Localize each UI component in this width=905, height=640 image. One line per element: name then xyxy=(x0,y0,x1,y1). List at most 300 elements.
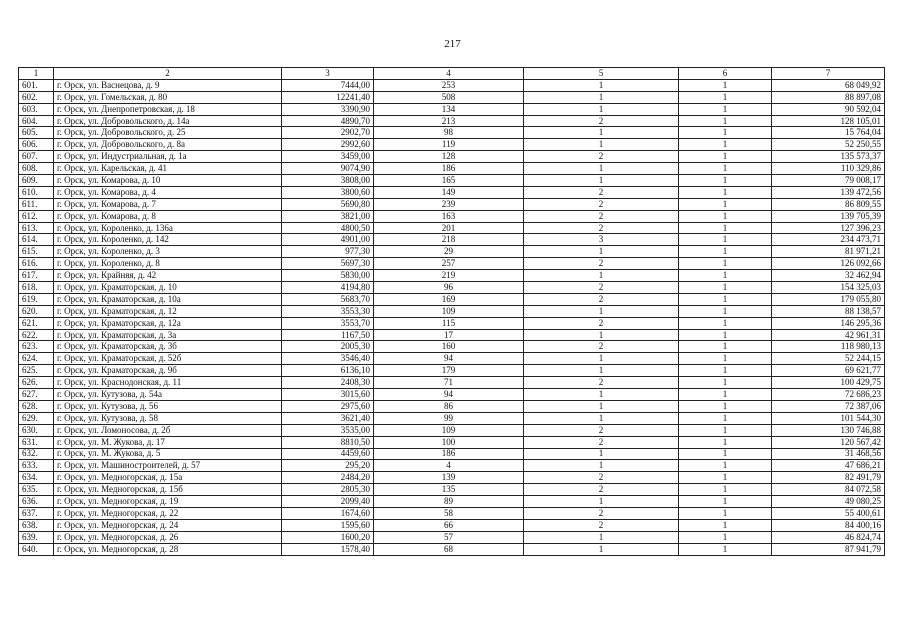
amount-cell: 72 686,23 xyxy=(772,389,885,401)
area-cell: 2484,20 xyxy=(282,472,374,484)
residents-cell: 66 xyxy=(374,519,524,531)
area-cell: 2408,30 xyxy=(282,377,374,389)
value-col-5-cell: 1 xyxy=(524,365,679,377)
address-cell: г. Орск, ул. Краматорская, д. 9б xyxy=(54,365,282,377)
table-row xyxy=(19,79,885,91)
row-number-cell: 604. xyxy=(19,115,54,127)
value-col-6-cell: 1 xyxy=(679,198,772,210)
amount-cell: 118 980,13 xyxy=(772,341,885,353)
value-col-5-cell: 1 xyxy=(524,531,679,543)
residents-cell: 186 xyxy=(374,163,524,175)
value-col-6-cell: 1 xyxy=(679,115,772,127)
amount-cell: 86 809,55 xyxy=(772,198,885,210)
area-cell: 4459,60 xyxy=(282,448,374,460)
value-col-5-cell: 1 xyxy=(524,448,679,460)
row-number-cell: 628. xyxy=(19,400,54,412)
row-number-cell: 632. xyxy=(19,448,54,460)
address-cell: г. Орск, ул. Краматорская, д. 10а xyxy=(54,293,282,305)
residents-cell: 86 xyxy=(374,400,524,412)
row-number-cell: 626. xyxy=(19,377,54,389)
area-cell: 3553,70 xyxy=(282,317,374,329)
residents-cell: 239 xyxy=(374,198,524,210)
address-cell: г. Орск, ул. Кутузова, д. 56 xyxy=(54,400,282,412)
value-col-6-cell: 1 xyxy=(679,389,772,401)
address-cell: г. Орск, ул. Кутузова, д. 58 xyxy=(54,412,282,424)
row-number-cell: 610. xyxy=(19,186,54,198)
address-cell: г. Орск, ул. Краматорская, д. 3а xyxy=(54,329,282,341)
row-number-cell: 617. xyxy=(19,270,54,282)
address-cell: г. Орск, ул. Медногорская, д. 15б xyxy=(54,484,282,496)
page-number: 217 xyxy=(444,38,461,50)
amount-cell: 82 491,79 xyxy=(772,472,885,484)
value-col-6-cell: 1 xyxy=(679,103,772,115)
table-row xyxy=(19,365,885,377)
table-row xyxy=(19,531,885,543)
value-col-5-cell: 2 xyxy=(524,424,679,436)
row-number-cell: 612. xyxy=(19,210,54,222)
amount-cell: 234 473,71 xyxy=(772,234,885,246)
amount-cell: 52 244,15 xyxy=(772,353,885,365)
residents-cell: 100 xyxy=(374,436,524,448)
value-col-5-cell: 1 xyxy=(524,329,679,341)
amount-cell: 126 092,66 xyxy=(772,258,885,270)
area-cell: 4800,50 xyxy=(282,222,374,234)
residents-cell: 257 xyxy=(374,258,524,270)
table-row xyxy=(19,377,885,389)
row-number-cell: 620. xyxy=(19,305,54,317)
value-col-5-cell: 1 xyxy=(524,400,679,412)
amount-cell: 87 941,79 xyxy=(772,543,885,555)
area-cell: 1674,60 xyxy=(282,507,374,519)
area-cell: 8810,50 xyxy=(282,436,374,448)
amount-cell: 154 325,03 xyxy=(772,282,885,294)
value-col-6-cell: 1 xyxy=(679,329,772,341)
table-row xyxy=(19,507,885,519)
value-col-6-cell: 1 xyxy=(679,282,772,294)
address-cell: г. Орск, ул. Медногорская, д. 22 xyxy=(54,507,282,519)
area-cell: 3390,90 xyxy=(282,103,374,115)
area-cell: 3553,30 xyxy=(282,305,374,317)
value-col-6-cell: 1 xyxy=(679,531,772,543)
row-number-cell: 607. xyxy=(19,151,54,163)
residents-cell: 115 xyxy=(374,317,524,329)
row-number-cell: 601. xyxy=(19,79,54,91)
table-row xyxy=(19,186,885,198)
value-col-6-cell: 1 xyxy=(679,412,772,424)
row-number-cell: 625. xyxy=(19,365,54,377)
residents-cell: 186 xyxy=(374,448,524,460)
row-number-cell: 605. xyxy=(19,127,54,139)
address-cell: г. Орск, ул. Короленко, д. 142 xyxy=(54,234,282,246)
value-col-5-cell: 2 xyxy=(524,341,679,353)
residents-cell: 4 xyxy=(374,460,524,472)
amount-cell: 31 468,56 xyxy=(772,448,885,460)
amount-cell: 42 961,31 xyxy=(772,329,885,341)
area-cell: 3821,00 xyxy=(282,210,374,222)
address-cell: г. Орск, ул. Медногорская, д. 19 xyxy=(54,496,282,508)
value-col-6-cell: 1 xyxy=(679,163,772,175)
amount-cell: 69 621,77 xyxy=(772,365,885,377)
value-col-6-cell: 1 xyxy=(679,507,772,519)
table-row xyxy=(19,258,885,270)
value-col-6-cell: 1 xyxy=(679,258,772,270)
value-col-6-cell: 1 xyxy=(679,91,772,103)
value-col-5-cell: 2 xyxy=(524,222,679,234)
row-number-cell: 603. xyxy=(19,103,54,115)
address-cell: г. Орск, ул. Ломоносова, д. 2б xyxy=(54,424,282,436)
address-cell: г. Орск, ул. Крайняя, д. 42 xyxy=(54,270,282,282)
value-col-5-cell: 1 xyxy=(524,139,679,151)
value-col-6-cell: 1 xyxy=(679,365,772,377)
table-row xyxy=(19,460,885,472)
table-body xyxy=(19,79,885,555)
value-col-6-cell: 1 xyxy=(679,543,772,555)
table-row xyxy=(19,448,885,460)
address-cell: г. Орск, ул. Комарова, д. 4 xyxy=(54,186,282,198)
value-col-5-cell: 2 xyxy=(524,472,679,484)
address-cell: г. Орск, ул. Индустриальная, д. 1а xyxy=(54,151,282,163)
amount-cell: 79 008,17 xyxy=(772,175,885,187)
value-col-5-cell: 2 xyxy=(524,317,679,329)
amount-cell: 139 705,39 xyxy=(772,210,885,222)
table-row xyxy=(19,496,885,508)
address-cell: г. Орск, ул. М. Жукова, д. 17 xyxy=(54,436,282,448)
table-row xyxy=(19,175,885,187)
column-header-1: 1 xyxy=(19,68,54,80)
area-cell: 1600,20 xyxy=(282,531,374,543)
area-cell: 2992,60 xyxy=(282,139,374,151)
area-cell: 1578,40 xyxy=(282,543,374,555)
address-cell: г. Орск, ул. Днепропетровская, д. 18 xyxy=(54,103,282,115)
value-col-6-cell: 1 xyxy=(679,175,772,187)
area-cell: 2099,40 xyxy=(282,496,374,508)
amount-cell: 84 072,58 xyxy=(772,484,885,496)
value-col-6-cell: 1 xyxy=(679,293,772,305)
amount-cell: 15 764,04 xyxy=(772,127,885,139)
value-col-5-cell: 2 xyxy=(524,507,679,519)
area-cell: 295,20 xyxy=(282,460,374,472)
amount-cell: 72 387,06 xyxy=(772,400,885,412)
area-cell: 977,30 xyxy=(282,246,374,258)
residents-cell: 134 xyxy=(374,103,524,115)
area-cell: 5830,00 xyxy=(282,270,374,282)
address-cell: г. Орск, ул. Короленко, д. 3 xyxy=(54,246,282,258)
area-cell: 2975,60 xyxy=(282,400,374,412)
value-col-5-cell: 2 xyxy=(524,115,679,127)
residents-cell: 253 xyxy=(374,79,524,91)
table-row xyxy=(19,519,885,531)
table-row xyxy=(19,246,885,258)
residents-cell: 160 xyxy=(374,341,524,353)
area-cell: 4194,80 xyxy=(282,282,374,294)
value-col-6-cell: 1 xyxy=(679,496,772,508)
address-cell: г. Орск, ул. Краматорская, д. 52б xyxy=(54,353,282,365)
row-number-cell: 609. xyxy=(19,175,54,187)
row-number-cell: 636. xyxy=(19,496,54,508)
address-cell: г. Орск, ул. Короленко, д. 8 xyxy=(54,258,282,270)
value-col-5-cell: 2 xyxy=(524,198,679,210)
value-col-5-cell: 2 xyxy=(524,151,679,163)
address-cell: г. Орск, ул. Кутузова, д. 54а xyxy=(54,389,282,401)
amount-cell: 47 686,21 xyxy=(772,460,885,472)
residents-cell: 135 xyxy=(374,484,524,496)
value-col-5-cell: 1 xyxy=(524,246,679,258)
address-cell: г. Орск, ул. Васнецова, д. 9 xyxy=(54,79,282,91)
value-col-5-cell: 3 xyxy=(524,234,679,246)
table-row xyxy=(19,424,885,436)
row-number-cell: 614. xyxy=(19,234,54,246)
address-cell: г. Орск, ул. Краснодонская, д. 11 xyxy=(54,377,282,389)
table-row xyxy=(19,472,885,484)
value-col-5-cell: 1 xyxy=(524,163,679,175)
amount-cell: 68 049,92 xyxy=(772,79,885,91)
column-header-3: 3 xyxy=(282,68,374,80)
value-col-6-cell: 1 xyxy=(679,472,772,484)
column-header-2: 2 xyxy=(54,68,282,80)
area-cell: 1595,60 xyxy=(282,519,374,531)
address-cell: г. Орск, ул. Медногорская, д. 15а xyxy=(54,472,282,484)
value-col-6-cell: 1 xyxy=(679,353,772,365)
row-number-cell: 634. xyxy=(19,472,54,484)
residents-cell: 99 xyxy=(374,412,524,424)
value-col-6-cell: 1 xyxy=(679,270,772,282)
value-col-5-cell: 2 xyxy=(524,519,679,531)
table-row xyxy=(19,282,885,294)
value-col-5-cell: 1 xyxy=(524,412,679,424)
value-col-5-cell: 2 xyxy=(524,484,679,496)
table-row xyxy=(19,210,885,222)
table-row xyxy=(19,329,885,341)
address-cell: г. Орск, ул. Краматорская, д. 12а xyxy=(54,317,282,329)
residents-cell: 96 xyxy=(374,282,524,294)
table-row xyxy=(19,91,885,103)
area-cell: 5690,80 xyxy=(282,198,374,210)
amount-cell: 81 971,21 xyxy=(772,246,885,258)
area-cell: 5697,30 xyxy=(282,258,374,270)
amount-cell: 101 544,30 xyxy=(772,412,885,424)
row-number-cell: 615. xyxy=(19,246,54,258)
value-col-6-cell: 1 xyxy=(679,222,772,234)
value-col-6-cell: 1 xyxy=(679,139,772,151)
residents-cell: 71 xyxy=(374,377,524,389)
area-cell: 3808,00 xyxy=(282,175,374,187)
area-cell: 2902,70 xyxy=(282,127,374,139)
area-cell: 7444,00 xyxy=(282,79,374,91)
amount-cell: 179 055,80 xyxy=(772,293,885,305)
address-cell: г. Орск, ул. Медногорская, д. 28 xyxy=(54,543,282,555)
address-cell: г. Орск, ул. Медногорская, д. 24 xyxy=(54,519,282,531)
address-cell: г. Орск, ул. Краматорская, д. 3б xyxy=(54,341,282,353)
amount-cell: 135 573,37 xyxy=(772,151,885,163)
table-row xyxy=(19,103,885,115)
table-row xyxy=(19,127,885,139)
area-cell: 3621,40 xyxy=(282,412,374,424)
area-cell: 3015,60 xyxy=(282,389,374,401)
residents-cell: 119 xyxy=(374,139,524,151)
row-number-cell: 608. xyxy=(19,163,54,175)
address-cell: г. Орск, ул. Комарова, д. 7 xyxy=(54,198,282,210)
value-col-6-cell: 1 xyxy=(679,246,772,258)
table-row xyxy=(19,234,885,246)
row-number-cell: 611. xyxy=(19,198,54,210)
table-row xyxy=(19,305,885,317)
row-number-cell: 630. xyxy=(19,424,54,436)
area-cell: 12241,40 xyxy=(282,91,374,103)
value-col-5-cell: 2 xyxy=(524,293,679,305)
value-col-5-cell: 1 xyxy=(524,127,679,139)
row-number-cell: 624. xyxy=(19,353,54,365)
area-cell: 3800,60 xyxy=(282,186,374,198)
table-row xyxy=(19,317,885,329)
row-number-cell: 618. xyxy=(19,282,54,294)
area-cell: 2005,30 xyxy=(282,341,374,353)
area-cell: 3546,40 xyxy=(282,353,374,365)
residents-cell: 68 xyxy=(374,543,524,555)
amount-cell: 88 138,57 xyxy=(772,305,885,317)
row-number-cell: 613. xyxy=(19,222,54,234)
residents-cell: 508 xyxy=(374,91,524,103)
value-col-5-cell: 1 xyxy=(524,79,679,91)
value-col-6-cell: 1 xyxy=(679,317,772,329)
residents-cell: 169 xyxy=(374,293,524,305)
column-header-4: 4 xyxy=(374,68,524,80)
table-row xyxy=(19,484,885,496)
table-row xyxy=(19,270,885,282)
address-cell: г. Орск, ул. Комарова, д. 10 xyxy=(54,175,282,187)
value-col-5-cell: 2 xyxy=(524,377,679,389)
table-row xyxy=(19,353,885,365)
address-cell: г. Орск, ул. Добровольского, д. 14а xyxy=(54,115,282,127)
area-cell: 2805,30 xyxy=(282,484,374,496)
amount-cell: 127 396,23 xyxy=(772,222,885,234)
value-col-5-cell: 2 xyxy=(524,210,679,222)
address-cell: г. Орск, ул. Короленко, д. 136а xyxy=(54,222,282,234)
address-cell: г. Орск, ул. Комарова, д. 8 xyxy=(54,210,282,222)
row-number-cell: 623. xyxy=(19,341,54,353)
residents-cell: 57 xyxy=(374,531,524,543)
residents-cell: 149 xyxy=(374,186,524,198)
amount-cell: 49 080,25 xyxy=(772,496,885,508)
residents-cell: 218 xyxy=(374,234,524,246)
row-number-cell: 616. xyxy=(19,258,54,270)
value-col-5-cell: 1 xyxy=(524,389,679,401)
residents-cell: 17 xyxy=(374,329,524,341)
value-col-5-cell: 1 xyxy=(524,270,679,282)
amount-cell: 88 897,08 xyxy=(772,91,885,103)
value-col-6-cell: 1 xyxy=(679,400,772,412)
column-header-6: 6 xyxy=(679,68,772,80)
row-number-cell: 639. xyxy=(19,531,54,543)
value-col-6-cell: 1 xyxy=(679,436,772,448)
residents-cell: 98 xyxy=(374,127,524,139)
residents-cell: 109 xyxy=(374,305,524,317)
amount-cell: 55 400,61 xyxy=(772,507,885,519)
value-col-5-cell: 1 xyxy=(524,543,679,555)
row-number-cell: 621. xyxy=(19,317,54,329)
value-col-6-cell: 1 xyxy=(679,484,772,496)
area-cell: 9074,90 xyxy=(282,163,374,175)
row-number-cell: 622. xyxy=(19,329,54,341)
amount-cell: 130 746,88 xyxy=(772,424,885,436)
row-number-cell: 637. xyxy=(19,507,54,519)
value-col-5-cell: 1 xyxy=(524,91,679,103)
amount-cell: 32 462,94 xyxy=(772,270,885,282)
residents-cell: 128 xyxy=(374,151,524,163)
residents-cell: 29 xyxy=(374,246,524,258)
value-col-6-cell: 1 xyxy=(679,79,772,91)
table-row xyxy=(19,293,885,305)
amount-cell: 120 567,42 xyxy=(772,436,885,448)
area-cell: 3459,00 xyxy=(282,151,374,163)
row-number-cell: 602. xyxy=(19,91,54,103)
value-col-6-cell: 1 xyxy=(679,151,772,163)
row-number-cell: 633. xyxy=(19,460,54,472)
header-row xyxy=(19,68,885,80)
table-row xyxy=(19,222,885,234)
residents-cell: 58 xyxy=(374,507,524,519)
column-header-5: 5 xyxy=(524,68,679,80)
residents-cell: 201 xyxy=(374,222,524,234)
address-cell: г. Орск, ул. Машиностроителей, д. 57 xyxy=(54,460,282,472)
area-cell: 4890,70 xyxy=(282,115,374,127)
amount-cell: 139 472,56 xyxy=(772,186,885,198)
residents-cell: 109 xyxy=(374,424,524,436)
table-row xyxy=(19,139,885,151)
residents-cell: 94 xyxy=(374,389,524,401)
value-col-5-cell: 2 xyxy=(524,258,679,270)
column-header-7: 7 xyxy=(772,68,885,80)
value-col-5-cell: 1 xyxy=(524,460,679,472)
registry-table xyxy=(18,67,885,556)
address-cell: г. Орск, ул. Краматорская, д. 12 xyxy=(54,305,282,317)
value-col-6-cell: 1 xyxy=(679,234,772,246)
address-cell: г. Орск, ул. М. Жукова, д. 5 xyxy=(54,448,282,460)
value-col-6-cell: 1 xyxy=(679,127,772,139)
value-col-5-cell: 1 xyxy=(524,353,679,365)
table-row xyxy=(19,163,885,175)
value-col-6-cell: 1 xyxy=(679,519,772,531)
value-col-5-cell: 1 xyxy=(524,305,679,317)
residents-cell: 163 xyxy=(374,210,524,222)
table-row xyxy=(19,151,885,163)
row-number-cell: 640. xyxy=(19,543,54,555)
row-number-cell: 619. xyxy=(19,293,54,305)
residents-cell: 89 xyxy=(374,496,524,508)
amount-cell: 128 105,01 xyxy=(772,115,885,127)
amount-cell: 46 824,74 xyxy=(772,531,885,543)
row-number-cell: 606. xyxy=(19,139,54,151)
row-number-cell: 631. xyxy=(19,436,54,448)
amount-cell: 110 329,86 xyxy=(772,163,885,175)
amount-cell: 90 592,04 xyxy=(772,103,885,115)
area-cell: 3535,00 xyxy=(282,424,374,436)
address-cell: г. Орск, ул. Добровольского, д. 25 xyxy=(54,127,282,139)
row-number-cell: 638. xyxy=(19,519,54,531)
value-col-6-cell: 1 xyxy=(679,341,772,353)
residents-cell: 179 xyxy=(374,365,524,377)
amount-cell: 100 429,75 xyxy=(772,377,885,389)
address-cell: г. Орск, ул. Карельская, д. 41 xyxy=(54,163,282,175)
value-col-6-cell: 1 xyxy=(679,210,772,222)
row-number-cell: 629. xyxy=(19,412,54,424)
address-cell: г. Орск, ул. Медногорская, д. 26 xyxy=(54,531,282,543)
value-col-6-cell: 1 xyxy=(679,305,772,317)
value-col-5-cell: 1 xyxy=(524,175,679,187)
row-number-cell: 635. xyxy=(19,484,54,496)
table-row xyxy=(19,436,885,448)
table-row xyxy=(19,400,885,412)
residents-cell: 219 xyxy=(374,270,524,282)
